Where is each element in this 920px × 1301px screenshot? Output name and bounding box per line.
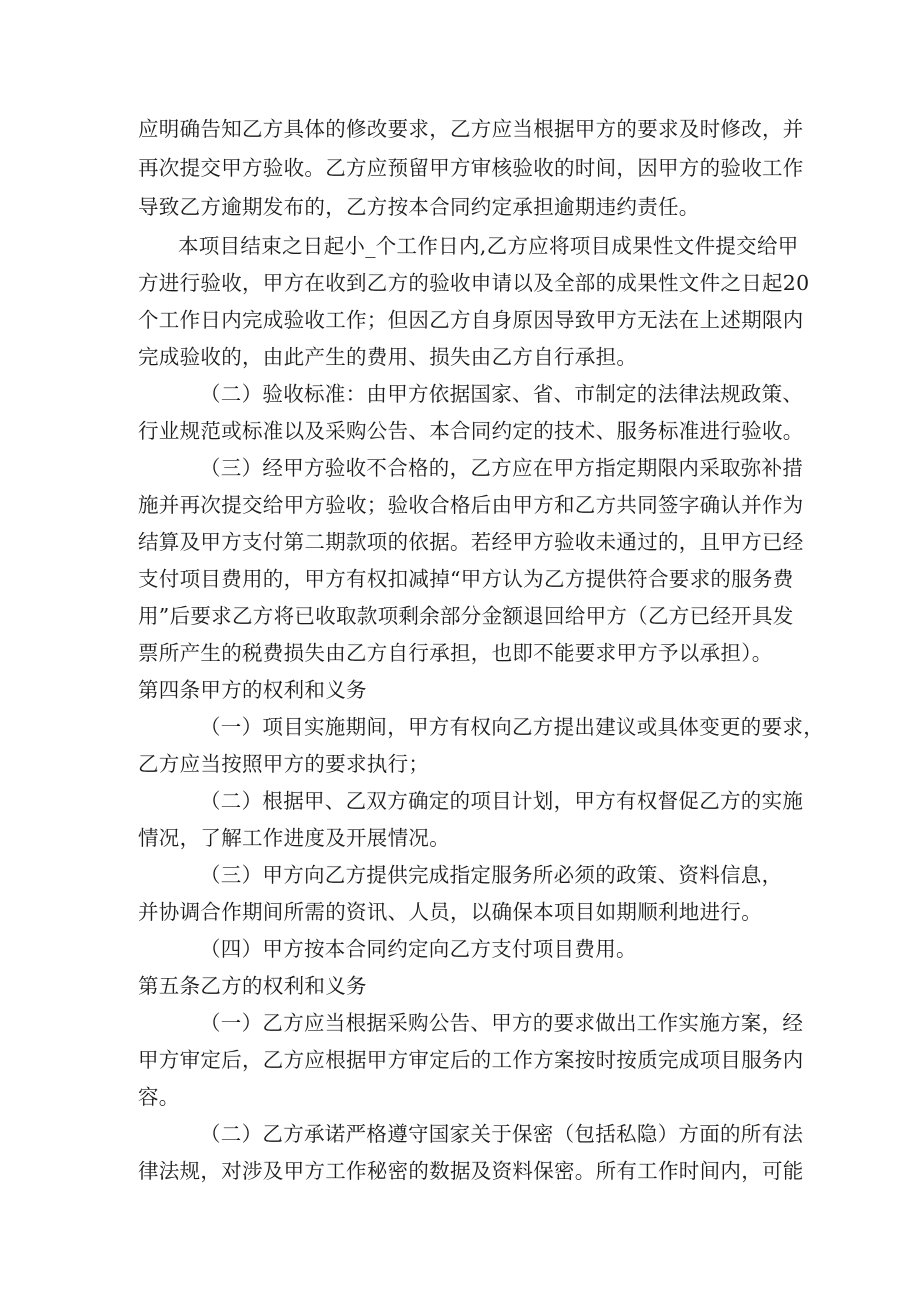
text-line: （二）根据甲、乙双方确定的项目计划，甲方有权督促乙方的实施 — [200, 789, 804, 813]
text-line: （二）验收标准：由甲方依据国家、省、市制定的法律法规政策、 — [200, 382, 804, 406]
text-line: 方进行验收，甲方在收到乙方的验收申请以及全部的成果性文件之日起20 — [138, 271, 810, 295]
text-line: 支付项目费用的，甲方有权扣减掉“甲方认为乙方提供符合要求的服务费 — [138, 567, 794, 591]
text-line: （三）经甲方验收不合格的，乙方应在甲方指定期限内采取弥补措 — [200, 456, 804, 480]
text-line: （二）乙方承诺严格遵守国家关于保密（包括私隐）方面的所有法 — [200, 1122, 804, 1146]
text-line: （一）项目实施期间，甲方有权向乙方提出建议或具体变更的要求， — [200, 715, 824, 739]
text-line: （四）甲方按本合同约定向乙方支付项目费用。 — [200, 937, 637, 961]
text-line: 导致乙方逾期发布的，乙方按本合同约定承担逾期违约责任。 — [138, 195, 700, 219]
text-line: 乙方应当按照甲方的要求执行； — [138, 752, 430, 776]
text-line: 容。 — [138, 1085, 180, 1109]
section-heading: 第五条乙方的权利和义务 — [138, 974, 367, 998]
text-line: 用”后要求乙方将已收取款项剩余部分金额退回给甲方（乙方已经开具发 — [138, 604, 794, 628]
text-line: 再次提交甲方验收。乙方应预留甲方审核验收的时间，因甲方的验收工作 — [138, 156, 804, 180]
text-line: 个工作日内完成验收工作；但因乙方自身原因导致甲方无法在上述期限内 — [138, 308, 804, 332]
text-line: （一）乙方应当根据采购公告、甲方的要求做出工作实施方案，经 — [200, 1011, 804, 1035]
section-heading: 第四条甲方的权利和义务 — [138, 678, 367, 702]
text-line: 施并再次提交给甲方验收；验收合格后由甲方和乙方共同签字确认并作为 — [138, 493, 804, 517]
text-line: 本项目结束之日起小_个工作日内,乙方应将项目成果性文件提交给甲 — [178, 234, 799, 258]
text-line: （三）甲方向乙方提供完成指定服务所必须的政策、资料信息， — [200, 863, 783, 887]
text-line: 并协调合作期间所需的资讯、人员，以确保本项目如期顺利地进行。 — [138, 900, 762, 924]
text-line: 完成验收的，由此产生的费用、损失由乙方自行承担。 — [138, 345, 638, 369]
text-line: 票所产生的税费损失由乙方自行承担，也即不能要求甲方予以承担）。 — [138, 641, 773, 665]
text-line: 行业规范或标准以及采购公告、本合同约定的技术、服务标准进行验收。 — [138, 419, 804, 443]
text-line: 结算及甲方支付第二期款项的依据。若经甲方验收未通过的，且甲方已经 — [138, 530, 804, 554]
text-line: 甲方审定后，乙方应根据甲方审定后的工作方案按时按质完成项目服务内 — [138, 1048, 804, 1072]
text-line: 律法规，对涉及甲方工作秘密的数据及资料保密。所有工作时间内，可能 — [138, 1159, 804, 1183]
text-line: 情况，了解工作进度及开展情况。 — [138, 826, 450, 850]
text-line: 应明确告知乙方具体的修改要求，乙方应当根据甲方的要求及时修改，并 — [138, 117, 804, 141]
